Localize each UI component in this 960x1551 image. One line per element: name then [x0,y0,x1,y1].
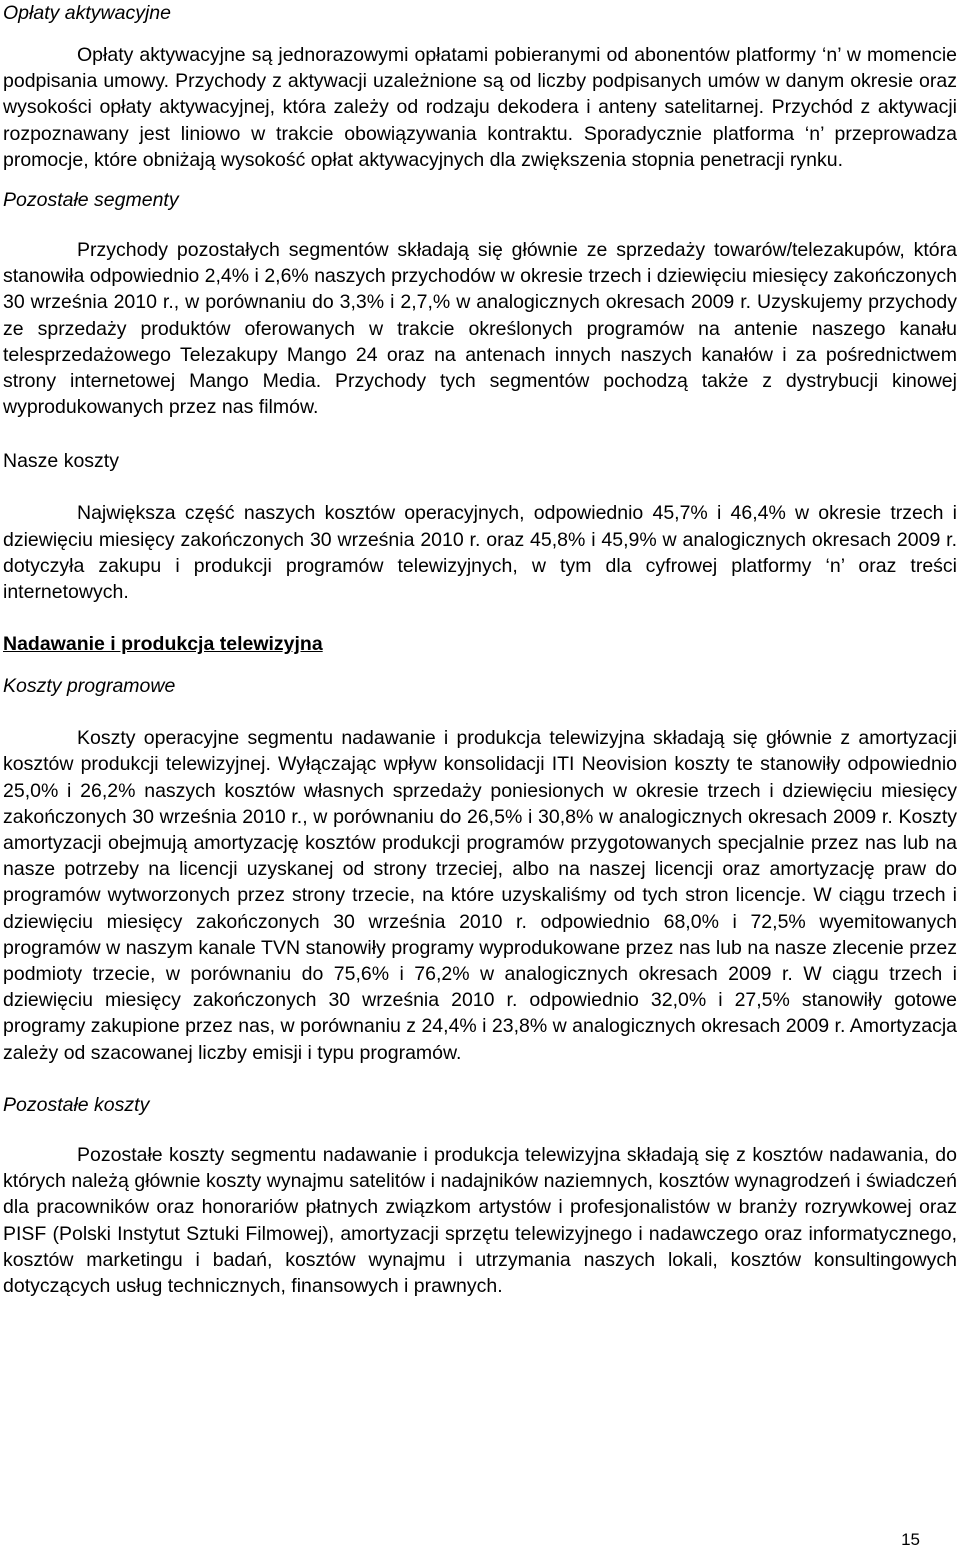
subsection-heading-koszty-programowe: Koszty programowe [3,675,176,698]
section-heading-nasze-koszty: Nasze koszty [3,450,119,473]
page-number: 15 [901,1530,920,1549]
paragraph-pozostale-segmenty: Przychody pozostałych segmentów składają się głównie ze sprzedaży towarów/telezakupów, która stanowiła odpowiednio 2,4% i 2,6% naszych przychodów w okresie trzech i dziewięciu miesięcy zakończonych 30 września 2010 r., w porównaniu do 3,3% i 2,7,% w analogicznych okresach 2009 r. Uzyskujemy przychody ze sprzedaży produktów oferowanych w trakcie określonych programów na antenie naszego kanału telesprzedażowego Telezakupy Mango 24 oraz na antenach innych naszych kanałów i za pośrednictwem strony internetowej Mango Media. Przychody tych segmentów pochodzą także z dystrybucji kinowej wyprodukowanych przez nas filmów. [3,239,957,419]
document-page [3,0,957,1299]
section-heading-oplaty: Opłaty aktywacyjne [3,2,171,24]
section-heading-nadawanie: Nadawanie i produkcja telewizyjna [3,633,323,656]
paragraph-oplaty: Opłaty aktywacyjne są jednorazowymi opłatami pobieranymi od abonentów platformy ‘n’ w momencie podpisania umowy. Przychody z aktywacji uzależnione są od liczby podpisanych umów w danym okresie oraz wysokości opłaty aktywacyjnej, która zależy od rodzaju dekodera i anteny satelitarnej. Przychód z aktywacji rozpoznawany jest liniowo w trakcie obowiązywania kontraktu. Sporadycznie platforma ‘n’ przeprowadza promocje, które obniżają wysokość opłat aktywacyjnych dla zwiększenia stopnia penetracji rynku. [3,44,957,171]
section-heading-pozostale-segmenty: Pozostałe segmenty [3,189,179,212]
subsection-heading-pozostale-koszty: Pozostałe koszty [3,1093,150,1116]
paragraph-pozostale-koszty: Pozostałe koszty segmentu nadawanie i produkcja telewizyjna składają się z kosztów nadawania, do których należą głównie koszty wynajmu satelitów i nadajników naziemnych, kosztów wynagrodzeń i świadczeń dla pracowników oraz honorariów płatnych związkom artystów i profesjonalistów w branży rozrywkowej oraz PISF (Polski Instytut Sztuki Filmowej), amortyzacji sprzętu telewizyjnego i nadawczego oraz informatycznego, kosztów marketingu i badań, kosztów wynajmu i utrzymania naszych lokali, kosztów konsultingowych dotyczących usług technicznych, finansowych i prawnych. [3,1143,957,1297]
paragraph-nasze-koszty: Największa część naszych kosztów operacyjnych, odpowiednio 45,7% i 46,4% w okresie trzech i dziewięciu miesięcy zakończonych 30 września 2010 r. oraz 45,8% i 45,9% w analogicznych okresach 2009 r. dotyczyła zakupu i produkcji programów telewizyjnych, w tym dla cyfrowej platformy ‘n’ oraz treści internetowych. [3,502,957,604]
paragraph-koszty-programowe: Koszty operacyjne segmentu nadawanie i produkcja telewizyjna składają się głównie z amortyzacji kosztów produkcji telewizyjnej. Wyłączając wpływ konsolidacji ITI Neovision koszty te stanowiły odpowiednio 25,0% i 26,2% naszych kosztów własnych sprzedaży poniesionych w okresie trzech i dziewięciu miesięcy zakończonych 30 września 2010 r., w porównaniu do 26,5% i 30,8% w analogicznych okresach 2009 r. Koszty amortyzacji obejmują amortyzację kosztów produkcji programów przygotowanych specjalnie przez nas lub na nasze potrzeby na licencji uzyskanej od strony trzeciej, albo na naszej licencji oraz amortyzację praw do programów wytworzonych przez strony trzecie, na które uzyskaliśmy od tych stron licencje. W ciągu trzech i dziewięciu miesięcy zakończonych 30 września 2010 r. odpowiednio 68,0% i 72,5% wyemitowanych programów w naszym kanale TVN stanowiły programy wyprodukowane przez nas lub na nasze zlecenie przez podmioty trzecie, w porównaniu do 75,6% i 76,2% w analogicznych okresach 2009 r. W ciągu trzech i dziewięciu miesięcy zakończonych 30 września 2010 r. odpowiednio 32,0% i 27,5% stanowiły gotowe programy zakupione przez nas, w porównaniu z 24,4% i 23,8% w analogicznych okresach 2009 r. Amortyzacja zależy od szacowanej liczby emisji i typu programów. [3,727,957,1064]
